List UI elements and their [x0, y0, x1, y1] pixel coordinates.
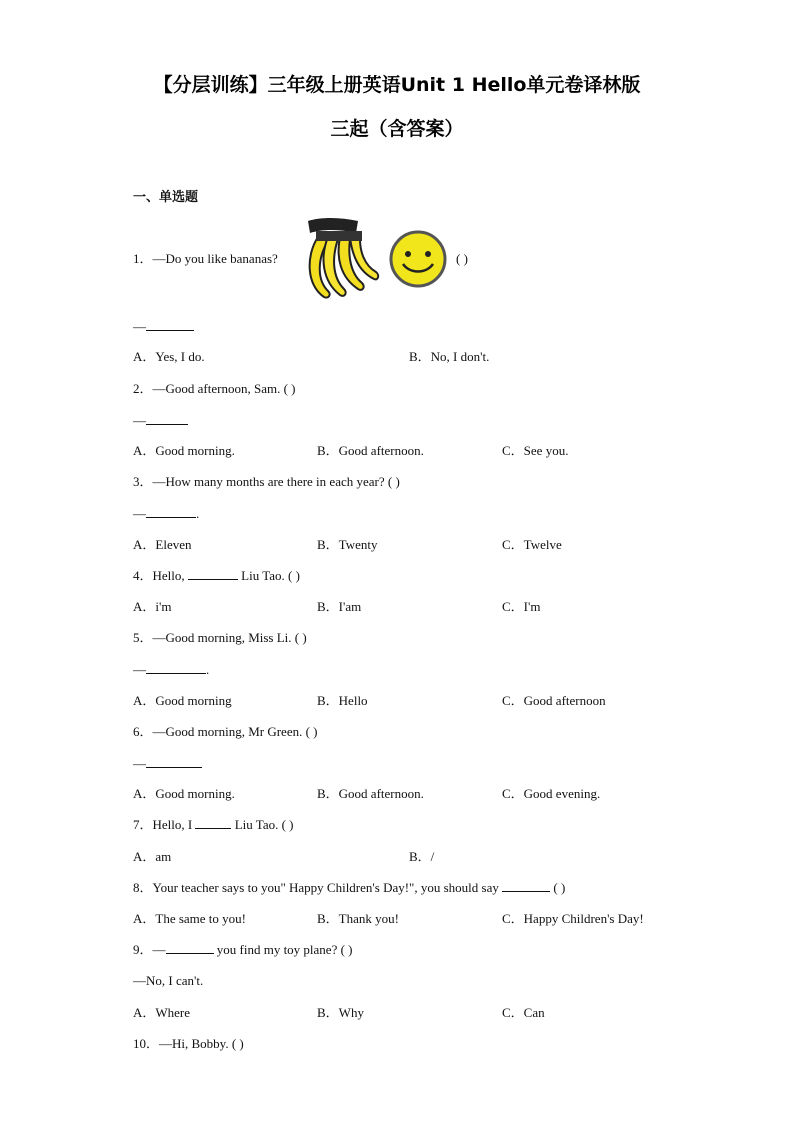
question-6-answer-line[interactable]: —	[133, 756, 202, 772]
question-8: 8．Your teacher says to you" Happy Children's Day!", you should say ( )	[133, 880, 566, 895]
document-title-line1: 【分层训练】三年级上册英语Unit 1 Hello单元卷译林版	[153, 74, 641, 96]
question-1-option-b[interactable]: B．No, I don't.	[409, 349, 490, 364]
question-5: 5．—Good morning, Miss Li. ( )	[133, 630, 307, 645]
question-9-reply: —No, I can't.	[133, 973, 204, 988]
question-4-option-b[interactable]: B．I'am	[317, 599, 362, 614]
question-7: 7．Hello, I Liu Tao. ( )	[133, 817, 294, 832]
question-3-option-a[interactable]: A．Eleven	[133, 537, 192, 552]
question-9: 9．— you find my toy plane? ( )	[133, 942, 353, 957]
question-3-option-b[interactable]: B．Twenty	[317, 537, 378, 552]
question-1: 1．—Do you like bananas?	[133, 251, 278, 266]
question-4-option-a[interactable]: A．i'm	[133, 599, 172, 614]
question-2-option-c[interactable]: C．See you.	[502, 443, 569, 458]
question-1-answer-line[interactable]: —	[133, 319, 194, 335]
question-6-option-a[interactable]: A．Good morning.	[133, 786, 235, 801]
question-4: 4．Hello, Liu Tao. ( )	[133, 568, 300, 583]
question-2: 2．—Good afternoon, Sam. ( )	[133, 381, 296, 396]
document-title-line2: 三起（含答案）	[330, 118, 464, 140]
question-8-option-b[interactable]: B．Thank you!	[317, 911, 399, 926]
question-5-answer-line[interactable]: — .	[133, 662, 210, 677]
answer-blank[interactable]	[146, 319, 194, 331]
question-4-option-c[interactable]: C．I'm	[502, 599, 541, 614]
question-8-option-a[interactable]: A．The same to you!	[133, 911, 247, 926]
question-6: 6．—Good morning, Mr Green. ( )	[133, 724, 318, 739]
question-10: 10．—Hi, Bobby. ( )	[133, 1036, 244, 1051]
question-3: 3．—How many months are there in each year? ( )	[133, 474, 400, 489]
question-7-option-a[interactable]: A．am	[133, 849, 172, 864]
bananas-icon	[300, 215, 380, 301]
answer-blank[interactable]	[146, 413, 188, 425]
section-heading: 一、单选题	[133, 190, 199, 205]
answer-blank[interactable]	[146, 756, 202, 768]
answer-blank[interactable]	[195, 817, 231, 829]
question-2-option-a[interactable]: A．Good morning.	[133, 443, 235, 458]
question-6-option-b[interactable]: B．Good afternoon.	[317, 786, 424, 801]
answer-blank[interactable]	[188, 568, 238, 580]
question-1-paren: ( )	[456, 251, 468, 266]
question-8-option-c[interactable]: C．Happy Children's Day!	[502, 911, 644, 926]
answer-blank[interactable]	[502, 880, 550, 892]
question-9-option-b[interactable]: B．Why	[317, 1005, 364, 1020]
question-3-option-c[interactable]: C．Twelve	[502, 537, 562, 552]
question-3-answer-line[interactable]: — .	[133, 506, 200, 521]
question-7-option-b[interactable]: B．/	[409, 849, 435, 864]
smiley-face-icon	[388, 230, 448, 288]
question-1-stem: —Do you like bananas?	[152, 251, 278, 266]
question-9-option-c[interactable]: C．Can	[502, 1005, 545, 1020]
question-6-option-c[interactable]: C．Good evening.	[502, 786, 601, 801]
question-9-option-a[interactable]: A．Where	[133, 1005, 191, 1020]
answer-blank[interactable]	[146, 506, 196, 518]
question-5-option-a[interactable]: A．Good morning	[133, 693, 232, 708]
question-1-option-a[interactable]: A．Yes, I do.	[133, 349, 205, 364]
question-5-option-c[interactable]: C．Good afternoon	[502, 693, 606, 708]
answer-blank[interactable]	[146, 662, 206, 674]
answer-blank[interactable]	[166, 942, 214, 954]
question-2-answer-line[interactable]: —	[133, 413, 188, 429]
question-2-option-b[interactable]: B．Good afternoon.	[317, 443, 424, 458]
question-5-option-b[interactable]: B．Hello	[317, 693, 368, 708]
